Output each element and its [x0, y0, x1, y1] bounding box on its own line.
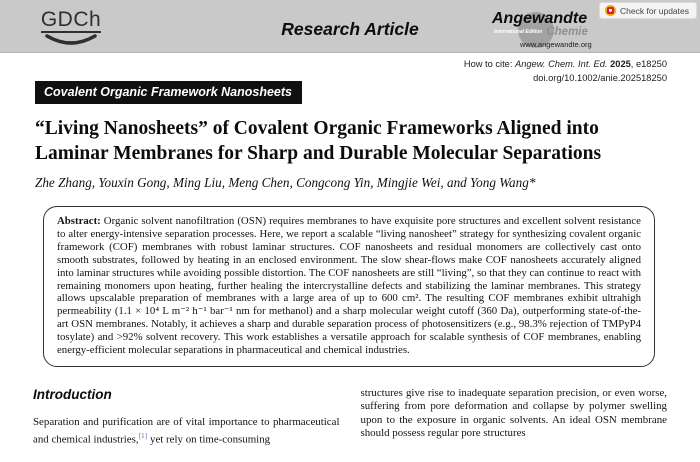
check-for-updates-label: Check for updates [620, 5, 689, 16]
intro-text-after-ref: yet rely on time-consuming [147, 434, 271, 447]
citation-journal-abbrev: Angew. Chem. Int. Ed. [515, 59, 611, 69]
article-content [0, 58, 700, 448]
intro-text-before-ref: Separation and purification are of vital importance to pharmaceutical and chemical industries, [33, 415, 340, 447]
journal-header [0, 0, 700, 53]
journal-name: Angewandte [492, 10, 588, 27]
journal-subtitle-row [494, 27, 642, 39]
abstract-paragraph [57, 215, 641, 357]
section-badge: Covalent Organic Framework Nanosheets [35, 81, 302, 104]
journal-chemie-label: Chemie [546, 26, 588, 38]
crossmark-icon-inner [607, 7, 614, 14]
gdch-logo-text: GDCh [41, 9, 101, 33]
journal-website-link[interactable]: www.angewandte.org [520, 39, 592, 49]
book-icon [609, 9, 613, 12]
gdch-logo [40, 9, 102, 47]
abstract-box [43, 206, 655, 367]
reference-1-link[interactable]: [1] [138, 431, 148, 441]
right-column-paragraph: structures give rise to inadequate separation precision, or even worse, suffering from pore deformation and collapse by polymer swelling upon to the exposure in organic solvents. An ideal OSN membrane should possess regular pore structures [360, 386, 667, 440]
two-column-body [33, 387, 667, 448]
journal-edition-label: International Edition [494, 29, 543, 36]
doi-link[interactable]: doi.org/10.1002/anie.202518250 [533, 72, 667, 83]
article-type-label: Research Article [281, 19, 419, 39]
right-column [361, 387, 668, 448]
top-meta-row [33, 58, 667, 100]
citation-year: 2025 [610, 59, 631, 69]
crossmark-icon [605, 5, 616, 16]
check-for-updates-button[interactable] [599, 2, 697, 19]
abstract-text: Organic solvent nanofiltration (OSN) requires membranes to have exquisite pore structures and excellent solvent resistance to alter energy-intensive separation processes. Here, we report a scalable “living nanosheet” strategy for synthesizing covalent organic framework (COF) membranes with robust laminar structures. COF nanosheets and residual monomers are collectively cast onto smooth substrates, followed by heating in an enclosed environment. The slow shear-flows make COF nanosheets accurately aligned into laminar structures while avoiding possible distortion. The COF nanosheets are still “living”, so that they can continue to react with remaining monomers upon heating, further healing the intercrystalline defects and stabilizing the laminar membranes. This strategy allows upscalable preparation of membranes with a large area of up to 600 cm². The resulting COF membranes exhibit ultrahigh permeability (1.1 × 10⁴ L m⁻² h⁻¹ bar⁻¹ nm for methanol) and a sharp molecular weight cutoff (360 Da), outperforming state-of-the-art OSN membranes. Notably, it achieves a sharp and durable separation process of photosensitizers (e.g., 98.3% rejection of TMPyP4 tosylate) and >92% solvent recovery. This work establishes a versatile approach for scalable synthesis of COF membranes, enabling energy-efficient molecular separations in pharmaceutical and chemical industries. [57, 215, 641, 357]
gdch-arc-icon [43, 34, 99, 47]
authors-line: Zhe Zhang, Youxin Gong, Ming Liu, Meng Chen, Congcong Yin, Mingjie Wei, and Yong Wang* [35, 175, 536, 190]
left-column [33, 387, 340, 448]
intro-paragraph [33, 416, 340, 448]
citation-info [464, 58, 667, 85]
citation-line [464, 58, 667, 72]
introduction-heading: Introduction [33, 386, 112, 402]
article-title: “Living Nanosheets” of Covalent Organic Frameworks Aligned into Laminar Membranes for Sharp and Durable Molecular Separations [35, 118, 602, 164]
citation-article-id: , e18250 [630, 59, 667, 69]
citation-prefix: How to cite: [463, 59, 516, 69]
abstract-label: Abstract: [57, 215, 104, 227]
